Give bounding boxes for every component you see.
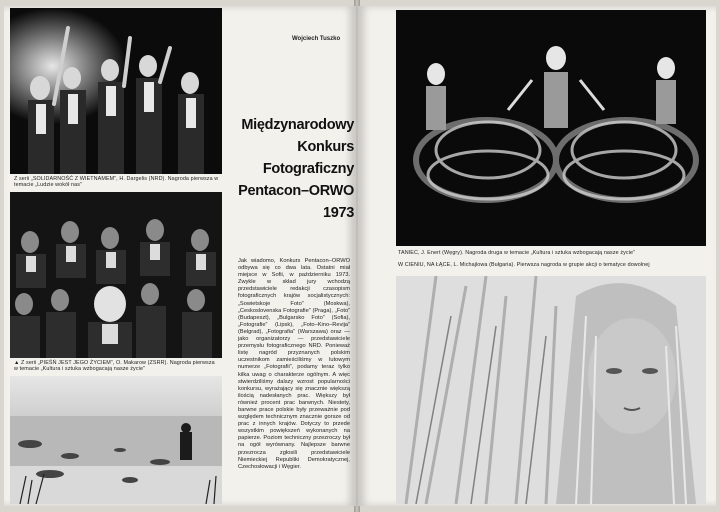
dance-photo [396, 10, 706, 246]
title-line: Konkurs [297, 139, 354, 155]
photo3-caption: TANIEC, J. Enert (Węgry). Nagroda druga w temacie „Kultura i sztuka wzbogacają nasze życie” [398, 250, 635, 256]
left-page [4, 6, 356, 506]
title-line: 1973 [322, 205, 354, 221]
choir-photo [10, 192, 222, 358]
photo4-caption: W CIENIU, NA ŁĄCE, L. Michajlowa (Bułgaria). Pierwsza nagroda w grupie akcji o tematyce dowolnej [398, 262, 650, 268]
title-line: Międzynarodowy [241, 117, 354, 133]
photo2-caption: ▲ Z serii „PIEŚŃ JEST JEGO ŻYCIEM”, O. Makarow (ZSRR). Nagroda pierwsza w temacie „Kultura i sztuka wzbogacają nasze życie” [14, 360, 215, 373]
concert-photo [10, 8, 222, 174]
article-author: Wojciech Tuszko [292, 36, 341, 42]
title-line: Pentacon–ORWO [238, 183, 354, 199]
article-body: Jak wiadomo, Konkurs Pentacon–ORWO odbywa się co dwa lata. Ostatni miał miejsce w Sofii, w październiku 1973. Zwykle w skład jury wchodzą przedstawiciele redakcji czasopism fotograficznych krajów socjalistycznych: „Sowietskoje Foto” (Moskwa), „Ceskoslovenska Fotografie” (Praga), „Foto” (Budapeszt), „Bulgarsko Foto” (Sofia), „Fotografie” (Lipsk), „Foto–Kino–Revija” (Belgrad), „Fotografia” (Warszawa) oraz — jako organizatorzy — przedstawiciele przemysłu fotograficznego NRD. Ponieważ listę nagród przyznanych polskim uczestnikom zamieściliśmy w lutowym numerze „Fotografii”, podamy teraz tylko kilka uwag o charakterze ogólnym. A więc stwierdziliśmy dalszy wzrost popularności konkursu, wyrażający się znacznie większą ilością nadesłanych prac. Większy był również procent prac barwnych. Niestety, barwne prace polskie były przeważnie pod względem technicznym znacznie gorsze od prac z innych krajów. Dotyczy to przede wszystkim powiększeń wykonanych na papierze. Poziom techniczny przezroczy był na ogół wyrównany. Najlepsze barwne przezrocza zgłosili przedstawiciele Niemieckiej Republiki Demokratycznej, Czechosłowacji i Węgier. [238, 258, 350, 470]
photo1-caption: Z serii „SOLIDARNOŚĆ Z WIETNAMEM”, H. Dargelis (NRD). Nagroda pierwsza w temacie „Ludzie wokół nas” [14, 176, 219, 189]
article-title [236, 114, 354, 224]
portrait-photo [396, 276, 706, 504]
seaside-photo [10, 376, 222, 504]
title-line: Fotograficzny [262, 161, 354, 177]
right-page [358, 6, 716, 506]
